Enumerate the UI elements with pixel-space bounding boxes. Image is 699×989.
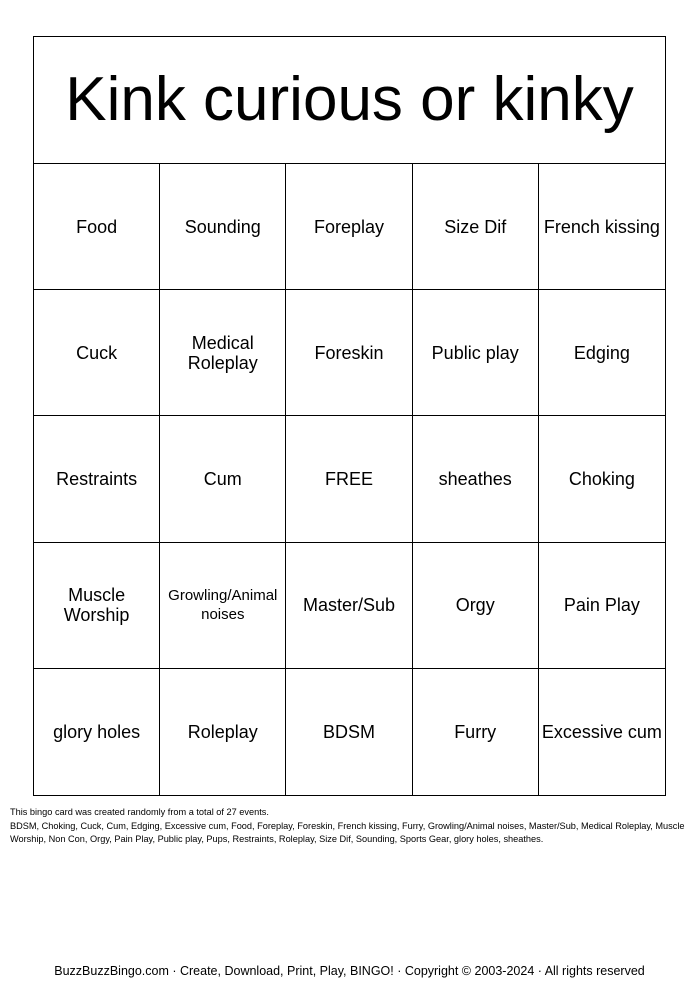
- bingo-cell: Master/Sub: [286, 543, 412, 669]
- bingo-cell: Choking: [539, 416, 665, 542]
- bingo-cell-free: FREE: [286, 416, 412, 542]
- bingo-cell: Edging: [539, 290, 665, 416]
- events-summary: This bingo card was created randomly from a total of 27 events.: [10, 807, 269, 817]
- bingo-cell: sheathes: [413, 416, 539, 542]
- bingo-cell: Foreskin: [286, 290, 412, 416]
- bingo-cell: Furry: [413, 669, 539, 795]
- bingo-cell: Sounding: [160, 164, 286, 290]
- bingo-card: [33, 36, 666, 796]
- bingo-cell: Growling/Animal noises: [160, 543, 286, 669]
- bingo-cell: Food: [34, 164, 160, 290]
- bingo-cell: Excessive cum: [541, 721, 662, 742]
- bingo-cell: Cum: [160, 416, 286, 542]
- card-title: Kink curious or kinky: [65, 65, 634, 134]
- bingo-cell: Muscle Worship: [34, 543, 160, 669]
- bingo-cell: Pain Play: [539, 543, 665, 669]
- bingo-cell: Cuck: [34, 290, 160, 416]
- bingo-cell: Size Dif: [413, 164, 539, 290]
- bingo-cell: Orgy: [413, 543, 539, 669]
- bingo-cell: Medical Roleplay: [160, 290, 286, 416]
- bingo-cell: Foreplay: [286, 164, 412, 290]
- bingo-cell: Roleplay: [160, 669, 286, 795]
- bingo-grid: [34, 163, 665, 795]
- card-info: [10, 806, 695, 847]
- footer-copyright: BuzzBuzzBingo.com · Create, Download, Print, Play, BINGO! · Copyright © 2003-2024 · All rights reserved: [54, 964, 645, 978]
- bingo-cell: glory holes: [34, 669, 160, 795]
- events-list: BDSM, Choking, Cuck, Cum, Edging, Excessive cum, Food, Foreplay, Foreskin, French kissing, Furry, Growling/Animal noises, Master/Sub, Medical Roleplay, Muscle Worship, Non Con, Orgy, Pain Play, Public play, Pups, Restraints, Roleplay, Size Dif, Sounding, Sports Gear, glory holes, sheathes.: [10, 820, 685, 845]
- bingo-cell: Public play: [413, 290, 539, 416]
- bingo-cell: BDSM: [286, 669, 412, 795]
- bingo-cell: French kissing: [539, 164, 665, 290]
- bingo-cell: Restraints: [34, 416, 160, 542]
